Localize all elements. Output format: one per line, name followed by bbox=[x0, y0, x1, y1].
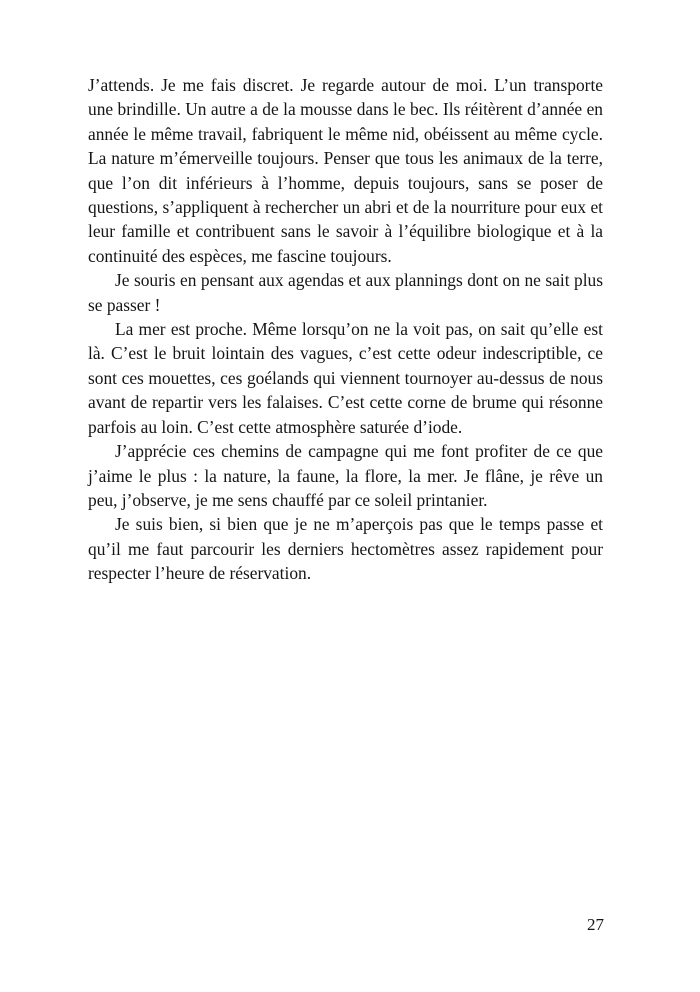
paragraph-agendas: Je souris en pensant aux agendas et aux plannings dont on ne sait plus se passer ! bbox=[88, 270, 603, 315]
paragraph-country-paths: J’apprécie ces chemins de campagne qui me font profiter de ce que j’aime le plus : la nature, la faune, la flore, la mer. Je flâne, je rêve un peu, j’observe, je me sens chauffé par ce soleil printanier. bbox=[88, 441, 603, 510]
paragraph-sea: La mer est proche. Même lorsqu’on ne la voit pas, on sait qu’elle est là. C’est le bruit lointain des vagues, c’est cette odeur indescriptible, ce sont ces mouettes, ces goélands qui viennent tournoyer au-dessus de nous avant de repartir vers les falaises. C’est cette corne de brume qui résonne parfois au loin. C’est cette atmosphère saturée d’iode. bbox=[88, 319, 603, 437]
page-number: 27 bbox=[587, 915, 604, 934]
paragraph-time-passes: Je suis bien, si bien que je ne m’aperçois pas que le temps passe et qu’il me faut parcourir les derniers hectomètres assez rapidement pour respecter l’heure de réservation. bbox=[88, 514, 603, 584]
paragraph-waiting-birds: J’attends. Je me fais discret. Je regarde autour de moi. L’un transporte une brindille. Un autre a de la mousse dans le bec. Ils réitèrent d’année en année le même travail, fabriquent le même nid, obéissent au même cycle. La nature m’émerveille toujours. Penser que tous les animaux de la terre, que l’on dit inférieurs à l’homme, depuis toujours, sans se poser de questions, s’appliquent à rechercher un abri et de la nourriture pour eux et leur famille et contribuent sans le savoir à l’équilibre biologique et à la continuité des espèces, me fascine toujours. bbox=[88, 75, 603, 266]
body-text bbox=[88, 73, 603, 586]
